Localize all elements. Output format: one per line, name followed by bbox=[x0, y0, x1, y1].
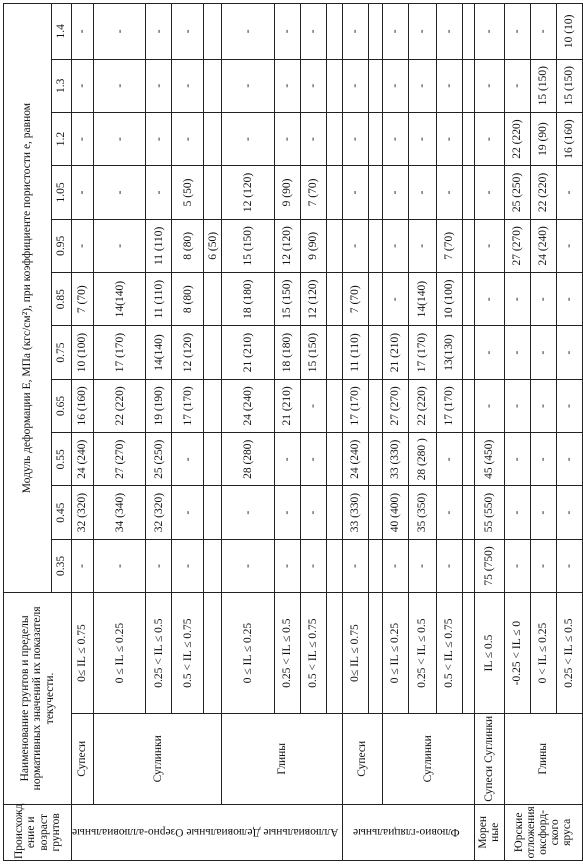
modulus-value-cell bbox=[204, 59, 222, 112]
modulus-value-cell: 45 (450) bbox=[474, 433, 504, 486]
modulus-value-cell bbox=[462, 486, 474, 539]
modulus-value-cell: 22 (220) bbox=[504, 112, 530, 165]
modulus-value-cell: - bbox=[274, 433, 300, 486]
modulus-value-cell: 33 (330) bbox=[342, 486, 368, 539]
modulus-value-cell bbox=[462, 379, 474, 432]
modulus-value-cell: 7 (70) bbox=[300, 166, 326, 219]
modulus-value-cell bbox=[204, 112, 222, 165]
modulus-value-cell: 35 (350) bbox=[408, 486, 436, 539]
modulus-value-cell: - bbox=[300, 4, 326, 60]
modulus-value-cell: 32 (320) bbox=[146, 486, 172, 539]
modulus-value-cell: - bbox=[274, 486, 300, 539]
modulus-value-cell: 25 (250) bbox=[146, 433, 172, 486]
void-ratio-header-cell: 0.95 bbox=[52, 219, 72, 272]
modulus-value-cell bbox=[204, 166, 222, 219]
modulus-value-cell: - bbox=[274, 539, 300, 592]
modulus-value-cell: - bbox=[408, 219, 436, 272]
modulus-value-cell: 13(130) bbox=[436, 326, 462, 379]
void-ratio-header-cell: 1.3 bbox=[52, 59, 72, 112]
modulus-value-cell: - bbox=[72, 112, 94, 165]
soil-type-cell: Глины bbox=[504, 713, 582, 804]
modulus-value-cell bbox=[368, 166, 382, 219]
modulus-value-cell bbox=[462, 539, 474, 592]
liquidity-index-cell: 0.5 < IL ≤ 0.75 bbox=[172, 593, 204, 714]
modulus-value-cell: 21 (210) bbox=[222, 326, 274, 379]
modulus-value-cell: - bbox=[504, 486, 530, 539]
table-body bbox=[72, 4, 583, 861]
modulus-value-cell bbox=[326, 326, 342, 379]
modulus-value-cell bbox=[462, 59, 474, 112]
modulus-value-cell: 12 (120) bbox=[274, 219, 300, 272]
modulus-value-cell: 9 (90) bbox=[274, 166, 300, 219]
rotated-table-container bbox=[3, 3, 576, 861]
modulus-value-cell bbox=[368, 326, 382, 379]
liquidity-index-cell: 0 ≤ IL ≤ 0.25 bbox=[382, 593, 408, 714]
modulus-value-cell: 11 (110) bbox=[342, 326, 368, 379]
soil-type-cell: Супеси bbox=[72, 713, 94, 804]
modulus-value-cell: - bbox=[530, 4, 556, 60]
modulus-value-cell: 17 (170) bbox=[94, 326, 146, 379]
void-ratio-header-cell: 1.2 bbox=[52, 112, 72, 165]
modulus-value-cell: - bbox=[474, 379, 504, 432]
origin-cell bbox=[474, 804, 504, 860]
modulus-value-cell: 7 (70) bbox=[436, 219, 462, 272]
modulus-value-cell: - bbox=[556, 539, 582, 592]
modulus-value-cell: - bbox=[72, 539, 94, 592]
modulus-value-cell: - bbox=[342, 4, 368, 60]
modulus-value-cell bbox=[368, 379, 382, 432]
modulus-value-cell: - bbox=[72, 59, 94, 112]
modulus-value-cell: - bbox=[172, 486, 204, 539]
modulus-value-cell: - bbox=[408, 4, 436, 60]
modulus-value-cell bbox=[368, 486, 382, 539]
modulus-value-cell: - bbox=[408, 112, 436, 165]
modulus-value-cell: - bbox=[556, 166, 582, 219]
liquidity-index-cell bbox=[368, 593, 382, 714]
modulus-value-cell: 28 (280 ) bbox=[408, 433, 436, 486]
modulus-value-cell bbox=[326, 539, 342, 592]
modulus-value-cell bbox=[462, 166, 474, 219]
table-row bbox=[222, 4, 274, 861]
modulus-value-cell: - bbox=[342, 112, 368, 165]
modulus-value-cell: 27 (270) bbox=[382, 379, 408, 432]
modulus-value-cell: - bbox=[382, 539, 408, 592]
modulus-value-cell: - bbox=[72, 219, 94, 272]
modulus-value-cell: 19 (190) bbox=[146, 379, 172, 432]
deformation-modulus-table bbox=[3, 3, 583, 861]
modulus-value-cell: - bbox=[342, 539, 368, 592]
table-row bbox=[382, 4, 408, 861]
modulus-value-cell: 17 (170) bbox=[408, 326, 436, 379]
modulus-value-cell: - bbox=[436, 59, 462, 112]
modulus-value-cell: 11 (110) bbox=[146, 273, 172, 326]
modulus-value-cell: 34 (340) bbox=[94, 486, 146, 539]
modulus-value-cell: 27 (270) bbox=[94, 433, 146, 486]
modulus-header: Модуль деформации Е, МПа (кгс/см²), при коэффициенте пористости е, равном bbox=[4, 4, 52, 593]
void-ratio-header-cell: 0.85 bbox=[52, 273, 72, 326]
soil-type-cell: Супеси Суглинки bbox=[474, 713, 504, 804]
modulus-value-cell: - bbox=[436, 112, 462, 165]
modulus-value-cell: - bbox=[146, 112, 172, 165]
modulus-value-cell bbox=[368, 219, 382, 272]
liquidity-index-cell: 0≤ IL ≤ 0.75 bbox=[72, 593, 94, 714]
modulus-value-cell: - bbox=[94, 219, 146, 272]
modulus-value-cell: 19 (90) bbox=[530, 112, 556, 165]
modulus-value-cell: - bbox=[504, 379, 530, 432]
modulus-value-cell: - bbox=[94, 539, 146, 592]
modulus-value-cell: 14(140) bbox=[94, 273, 146, 326]
modulus-value-cell: 12 (120) bbox=[172, 326, 204, 379]
modulus-value-cell: 11 (110) bbox=[146, 219, 172, 272]
modulus-value-cell: - bbox=[530, 539, 556, 592]
modulus-value-cell: - bbox=[94, 166, 146, 219]
modulus-value-cell: - bbox=[172, 433, 204, 486]
modulus-value-cell: 28 (280) bbox=[222, 433, 274, 486]
modulus-value-cell bbox=[462, 433, 474, 486]
modulus-value-cell bbox=[326, 112, 342, 165]
modulus-value-cell bbox=[326, 486, 342, 539]
modulus-value-cell: - bbox=[504, 59, 530, 112]
modulus-value-cell: 55 (550) bbox=[474, 486, 504, 539]
table-row bbox=[342, 4, 368, 861]
modulus-value-cell: 15 (150) bbox=[530, 59, 556, 112]
modulus-value-cell: - bbox=[436, 539, 462, 592]
liquidity-index-cell: 0≤ IL ≤ 0.75 bbox=[342, 593, 368, 714]
soil-type-cell: Суглинки bbox=[94, 713, 222, 804]
modulus-value-cell: - bbox=[556, 486, 582, 539]
modulus-value-cell: 17 (170) bbox=[436, 379, 462, 432]
modulus-value-cell: - bbox=[530, 326, 556, 379]
void-ratio-header-cell: 0.35 bbox=[52, 539, 72, 592]
modulus-value-cell bbox=[204, 486, 222, 539]
soil-type-cell: Супеси bbox=[342, 713, 382, 804]
modulus-value-cell: - bbox=[504, 326, 530, 379]
modulus-value-cell: - bbox=[274, 4, 300, 60]
modulus-value-cell: - bbox=[382, 219, 408, 272]
origin-header: Происхожд ение и возраст грунтов bbox=[4, 804, 72, 860]
modulus-value-cell: 18 (180) bbox=[222, 273, 274, 326]
modulus-value-cell: 8 (80) bbox=[172, 273, 204, 326]
modulus-value-cell bbox=[326, 273, 342, 326]
modulus-value-cell bbox=[204, 273, 222, 326]
modulus-value-cell: 15 (150) bbox=[274, 273, 300, 326]
modulus-value-cell: 8 (80) bbox=[172, 219, 204, 272]
modulus-value-cell: - bbox=[146, 4, 172, 60]
modulus-value-cell: - bbox=[474, 166, 504, 219]
modulus-value-cell: - bbox=[94, 112, 146, 165]
modulus-value-cell: - bbox=[530, 486, 556, 539]
modulus-value-cell bbox=[368, 273, 382, 326]
modulus-value-cell: 17 (170) bbox=[172, 379, 204, 432]
liquidity-index-cell bbox=[326, 593, 342, 714]
modulus-value-cell: 10 (100) bbox=[72, 326, 94, 379]
modulus-value-cell: - bbox=[436, 4, 462, 60]
liquidity-index-cell: 0.25 < IL ≤ 0.5 bbox=[556, 593, 582, 714]
modulus-value-cell: - bbox=[474, 219, 504, 272]
modulus-value-cell: 6 (50) bbox=[204, 219, 222, 272]
modulus-value-cell: - bbox=[94, 4, 146, 60]
modulus-value-cell: 12 (120) bbox=[300, 273, 326, 326]
modulus-value-cell bbox=[368, 433, 382, 486]
modulus-value-cell: - bbox=[342, 59, 368, 112]
modulus-value-cell bbox=[462, 326, 474, 379]
modulus-value-cell: 32 (320) bbox=[72, 486, 94, 539]
modulus-value-cell bbox=[326, 379, 342, 432]
modulus-value-cell: - bbox=[474, 112, 504, 165]
modulus-value-cell: 27 (270) bbox=[504, 219, 530, 272]
modulus-value-cell: 5 (50) bbox=[172, 166, 204, 219]
table-row bbox=[504, 4, 530, 861]
modulus-value-cell: - bbox=[146, 166, 172, 219]
modulus-value-cell: - bbox=[382, 112, 408, 165]
origin-cell bbox=[342, 804, 474, 860]
modulus-value-cell: 16 (160) bbox=[556, 112, 582, 165]
modulus-value-cell: 24 (240) bbox=[530, 219, 556, 272]
liquidity-index-cell: IL ≤ 0.5 bbox=[474, 593, 504, 714]
modulus-value-cell: - bbox=[146, 59, 172, 112]
modulus-value-cell: - bbox=[72, 4, 94, 60]
modulus-value-cell: - bbox=[222, 112, 274, 165]
modulus-value-cell: - bbox=[222, 4, 274, 60]
origin-label: Аллювиальные Делювиальные Озерно-аллювиальные bbox=[72, 826, 339, 839]
modulus-value-cell: 75 (750) bbox=[474, 539, 504, 592]
liquidity-index-cell: 0 < IL ≤ 0.25 bbox=[530, 593, 556, 714]
modulus-value-cell: - bbox=[530, 379, 556, 432]
modulus-value-cell: 14(140) bbox=[146, 326, 172, 379]
liquidity-index-cell: 0 ≤ IL ≤ 0.25 bbox=[94, 593, 146, 714]
modulus-value-cell: - bbox=[342, 166, 368, 219]
modulus-value-cell: - bbox=[530, 273, 556, 326]
modulus-value-cell: 15 (150) bbox=[556, 59, 582, 112]
modulus-value-cell: 21 (210) bbox=[382, 326, 408, 379]
modulus-value-cell: - bbox=[300, 433, 326, 486]
modulus-value-cell: - bbox=[172, 539, 204, 592]
modulus-value-cell bbox=[204, 433, 222, 486]
modulus-value-cell: - bbox=[436, 486, 462, 539]
modulus-value-cell: - bbox=[556, 326, 582, 379]
modulus-value-cell: 24 (240) bbox=[342, 433, 368, 486]
modulus-value-cell bbox=[462, 4, 474, 60]
modulus-value-cell bbox=[368, 539, 382, 592]
modulus-value-cell: 10 (100) bbox=[436, 273, 462, 326]
modulus-value-cell: 7 (70) bbox=[72, 273, 94, 326]
modulus-value-cell: 22 (220) bbox=[94, 379, 146, 432]
modulus-value-cell: - bbox=[300, 379, 326, 432]
void-ratio-header-cell: 0.75 bbox=[52, 326, 72, 379]
modulus-value-cell bbox=[326, 433, 342, 486]
table-row bbox=[72, 4, 94, 861]
modulus-value-cell bbox=[204, 326, 222, 379]
modulus-value-cell bbox=[462, 273, 474, 326]
modulus-value-cell: - bbox=[504, 433, 530, 486]
origin-cell bbox=[504, 804, 582, 860]
modulus-value-cell: 17 (170) bbox=[342, 379, 368, 432]
modulus-value-cell: - bbox=[222, 59, 274, 112]
table-row bbox=[94, 4, 146, 861]
modulus-value-cell: - bbox=[408, 539, 436, 592]
modulus-value-cell: 16 (160) bbox=[72, 379, 94, 432]
modulus-value-cell: - bbox=[94, 59, 146, 112]
modulus-value-cell: - bbox=[382, 273, 408, 326]
modulus-value-cell: 15 (150) bbox=[300, 326, 326, 379]
modulus-value-cell: - bbox=[274, 112, 300, 165]
modulus-value-cell bbox=[326, 4, 342, 60]
liquidity-index-cell bbox=[462, 593, 474, 714]
origin-cell bbox=[72, 804, 343, 860]
modulus-value-cell: - bbox=[300, 486, 326, 539]
modulus-value-cell: 12 (120) bbox=[222, 166, 274, 219]
modulus-value-cell: - bbox=[300, 112, 326, 165]
modulus-value-cell: - bbox=[436, 433, 462, 486]
soil-type-cell: Глины bbox=[222, 713, 342, 804]
modulus-value-cell: 15 (150) bbox=[222, 219, 274, 272]
modulus-value-cell: - bbox=[504, 539, 530, 592]
modulus-value-cell bbox=[204, 539, 222, 592]
modulus-value-cell: 9 (90) bbox=[300, 219, 326, 272]
modulus-value-cell: 7 (70) bbox=[342, 273, 368, 326]
modulus-value-cell: 14(140) bbox=[408, 273, 436, 326]
modulus-value-cell: - bbox=[474, 273, 504, 326]
liquidity-index-cell: -0.25 < IL ≤ 0 bbox=[504, 593, 530, 714]
modulus-value-cell bbox=[368, 59, 382, 112]
modulus-value-cell: - bbox=[504, 4, 530, 60]
modulus-value-cell: - bbox=[474, 4, 504, 60]
modulus-value-cell: - bbox=[556, 219, 582, 272]
soil-type-cell: Суглинки bbox=[382, 713, 474, 804]
origin-label: Морен ные bbox=[477, 815, 502, 849]
liquidity-index-cell: 0.25 < IL ≤ 0.5 bbox=[408, 593, 436, 714]
modulus-value-cell: - bbox=[72, 166, 94, 219]
void-ratio-header-cell: 1.05 bbox=[52, 166, 72, 219]
modulus-value-cell: - bbox=[408, 59, 436, 112]
modulus-value-cell bbox=[326, 166, 342, 219]
liquidity-index-cell: 0.5 < IL ≤ 0.75 bbox=[300, 593, 326, 714]
modulus-value-cell: 22 (220) bbox=[530, 166, 556, 219]
modulus-value-cell: 18 (180) bbox=[274, 326, 300, 379]
void-ratio-header-cell: 0.65 bbox=[52, 379, 72, 432]
liquidity-index-cell bbox=[204, 593, 222, 714]
modulus-value-cell bbox=[204, 4, 222, 60]
origin-label: Юрские отложения оксфорд-ского яруса bbox=[512, 806, 574, 859]
modulus-value-cell: - bbox=[382, 4, 408, 60]
modulus-value-cell bbox=[204, 379, 222, 432]
soil-name-header: Наименование грунтов и пределы нормативных значений их показателя текучести. bbox=[4, 593, 72, 804]
void-ratio-header-cell: 0.45 bbox=[52, 486, 72, 539]
modulus-value-cell bbox=[462, 112, 474, 165]
origin-label: Флювио-гляциальные bbox=[353, 826, 460, 839]
table-row bbox=[474, 4, 504, 861]
void-ratio-header-cell: 0.55 bbox=[52, 433, 72, 486]
liquidity-index-cell: 0 ≤ IL ≤ 0.25 bbox=[222, 593, 274, 714]
modulus-value-cell: - bbox=[556, 273, 582, 326]
modulus-value-cell bbox=[368, 112, 382, 165]
modulus-value-cell: 22 (220) bbox=[408, 379, 436, 432]
modulus-value-cell: - bbox=[382, 166, 408, 219]
modulus-value-cell bbox=[462, 219, 474, 272]
modulus-value-cell: - bbox=[474, 326, 504, 379]
modulus-value-cell: 24 (240) bbox=[222, 379, 274, 432]
modulus-value-cell: - bbox=[530, 433, 556, 486]
modulus-value-cell bbox=[368, 4, 382, 60]
modulus-value-cell: - bbox=[172, 112, 204, 165]
modulus-value-cell: - bbox=[408, 166, 436, 219]
modulus-value-cell: - bbox=[382, 59, 408, 112]
modulus-value-cell: - bbox=[474, 59, 504, 112]
modulus-value-cell: - bbox=[342, 219, 368, 272]
modulus-value-cell: - bbox=[504, 273, 530, 326]
modulus-value-cell: - bbox=[172, 59, 204, 112]
modulus-value-cell: - bbox=[172, 4, 204, 60]
modulus-value-cell: - bbox=[556, 379, 582, 432]
modulus-value-cell: - bbox=[556, 433, 582, 486]
modulus-value-cell: - bbox=[222, 539, 274, 592]
modulus-value-cell: - bbox=[300, 539, 326, 592]
modulus-value-cell: - bbox=[274, 59, 300, 112]
modulus-value-cell: - bbox=[436, 166, 462, 219]
modulus-value-cell: 33 (330) bbox=[382, 433, 408, 486]
modulus-value-cell: 25 (250) bbox=[504, 166, 530, 219]
liquidity-index-cell: 0.5 < IL ≤ 0.75 bbox=[436, 593, 462, 714]
modulus-value-cell: - bbox=[222, 486, 274, 539]
liquidity-index-cell: 0.25 < IL ≤ 0.5 bbox=[274, 593, 300, 714]
modulus-value-cell: - bbox=[146, 539, 172, 592]
modulus-value-cell: 24 (240) bbox=[72, 433, 94, 486]
modulus-value-cell: 21 (210) bbox=[274, 379, 300, 432]
void-ratio-header-cell: 1.4 bbox=[52, 4, 72, 60]
modulus-value-cell: - bbox=[300, 59, 326, 112]
modulus-value-cell: 40 (400) bbox=[382, 486, 408, 539]
modulus-value-cell bbox=[326, 219, 342, 272]
modulus-value-cell bbox=[326, 59, 342, 112]
modulus-value-cell: 10 (10) bbox=[556, 4, 582, 60]
liquidity-index-cell: 0.25 < IL ≤ 0.5 bbox=[146, 593, 172, 714]
